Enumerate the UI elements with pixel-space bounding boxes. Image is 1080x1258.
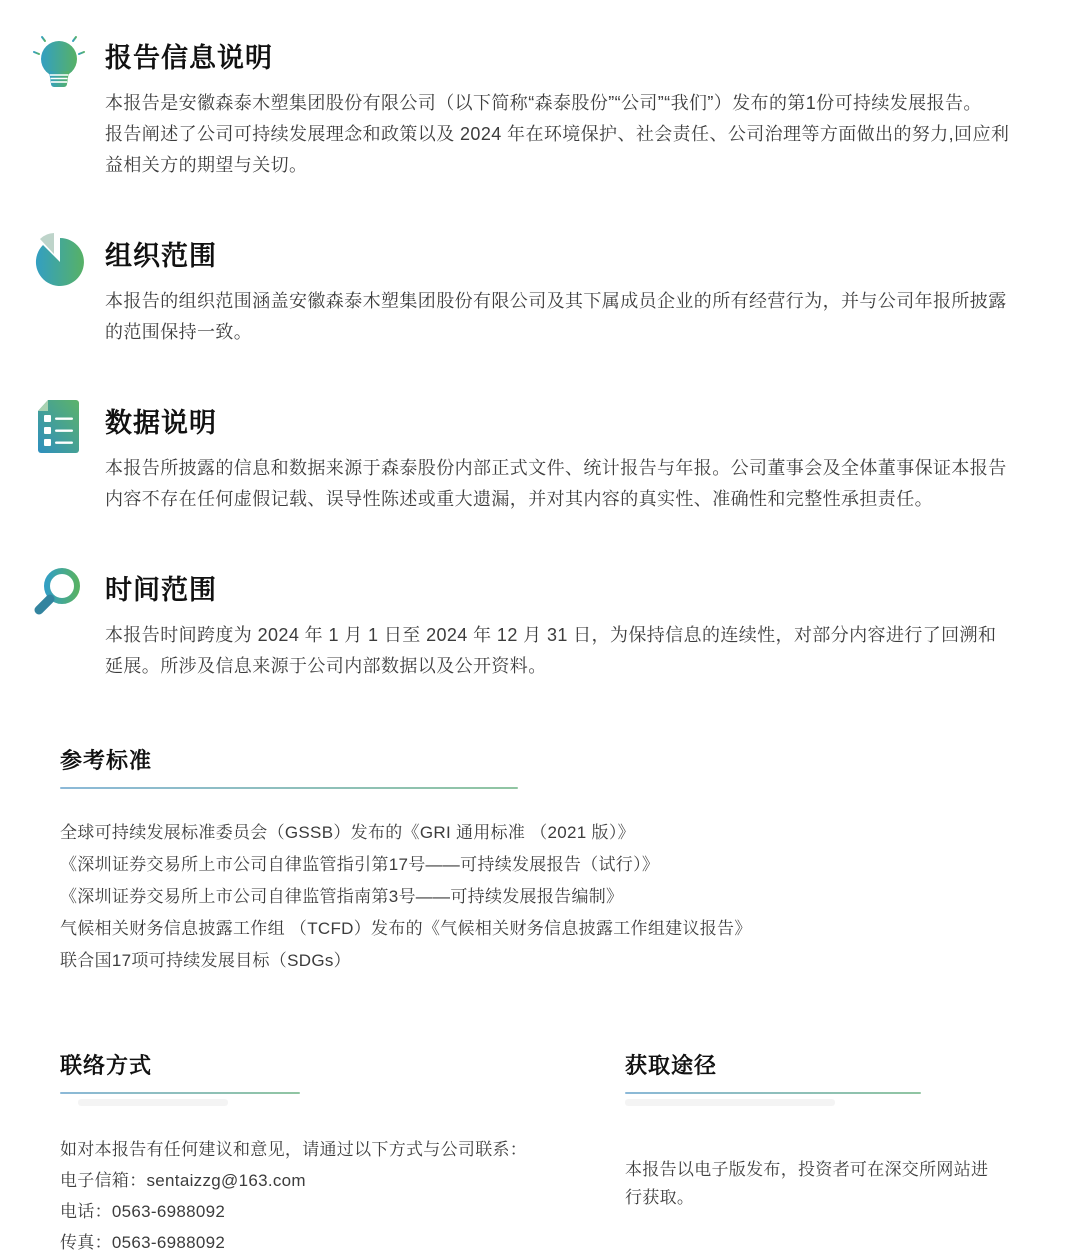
header-underline	[625, 1092, 921, 1094]
section-data-note	[0, 395, 1080, 515]
section-title: 组织范围	[105, 241, 217, 271]
contact-title: 联络方式	[60, 1053, 153, 1078]
lightbulb-icon	[26, 30, 105, 181]
magnifier-icon	[26, 562, 105, 682]
contact-phone: 电话：0563-6988092	[60, 1202, 226, 1221]
header-underline	[60, 787, 518, 789]
reference-item: 《深圳证券交易所上市公司自律监管指引第17号——可持续发展报告（试行）》	[60, 855, 660, 874]
bottom-columns	[0, 1049, 1080, 1258]
section-paragraph: 报告阐述了公司可持续发展理念和政策以及 2024 年在环境保护、社会责任、公司治理等方面做出的努力,回应利益相关方的期望与关切。	[105, 124, 1010, 175]
reference-item: 全球可持续发展标准委员会（GSSB）发布的《GRI 通用标准 （2021 版）》	[60, 823, 635, 842]
contact-fax: 传真：0563-6988092	[60, 1233, 226, 1252]
section-paragraph: 本报告时间跨度为 2024 年 1 月 1 日至 2024 年 12 月 31 日，为保持信息的连续性，对部分内容进行了回溯和延展。所涉及信息来源于公司内部数据以及公开资料。	[105, 625, 997, 676]
header-underline	[60, 1092, 300, 1094]
reference-standards-list	[60, 817, 1080, 977]
section-report-info	[0, 30, 1080, 181]
underline-shadow	[625, 1099, 835, 1106]
access-text: 本报告以电子版发布，投资者可在深交所网站进行获取。	[625, 1160, 989, 1207]
reference-standards-title: 参考标准	[60, 748, 153, 773]
section-title: 数据说明	[105, 408, 217, 438]
section-time-scope	[0, 562, 1080, 682]
section-paragraph: 本报告所披露的信息和数据来源于森泰股份内部正式文件、统计报告与年报。公司董事会及全体董事保证本报告内容不存在任何虚假记载、误导性陈述或重大遗漏，并对其内容的真实性、准确性和完整性承担责任。	[105, 458, 1007, 509]
reference-standards-block	[0, 744, 1080, 977]
section-title: 时间范围	[105, 575, 217, 605]
section-title: 报告信息说明	[105, 43, 273, 73]
section-paragraph: 本报告的组织范围涵盖安徽森泰木塑集团股份有限公司及其下属成员企业的所有经营行为，并与公司年报所披露的范围保持一致。	[105, 291, 1007, 342]
access-block	[625, 1049, 1080, 1258]
reference-item: 《深圳证券交易所上市公司自律监管指南第3号——可持续发展报告编制》	[60, 887, 624, 906]
contact-intro: 如对本报告有任何建议和意见，请通过以下方式与公司联系：	[60, 1140, 528, 1159]
checklist-icon	[26, 395, 105, 515]
section-org-scope	[0, 228, 1080, 348]
reference-item: 气候相关财务信息披露工作组 （TCFD）发布的《气候相关财务信息披露工作组建议报告》	[60, 919, 752, 938]
contact-email: 电子信箱：sentaizzg@163.com	[60, 1171, 306, 1190]
access-title: 获取途径	[625, 1053, 718, 1078]
contact-block	[60, 1049, 625, 1258]
reference-item: 联合国17项可持续发展目标（SDGs）	[60, 951, 351, 970]
pie-chart-icon	[26, 228, 105, 348]
underline-shadow	[78, 1099, 228, 1106]
section-paragraph: 本报告是安徽森泰木塑集团股份有限公司（以下简称“森泰股份”“公司”“我们”）发布的第1份可持续发展报告。	[105, 93, 982, 113]
